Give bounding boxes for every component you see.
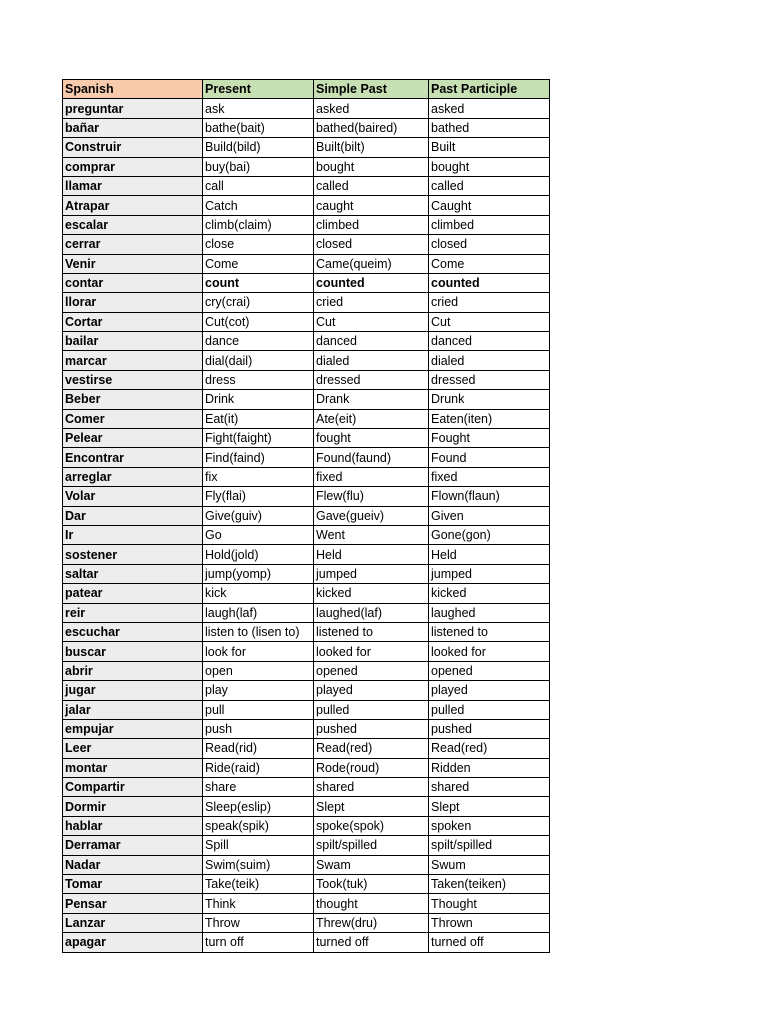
header-present: Present [203, 80, 314, 99]
table-row [63, 603, 550, 622]
verb-table [62, 79, 550, 953]
cell-spanish: vestirse [63, 370, 203, 389]
cell-simple-past: Swam [314, 855, 429, 874]
cell-present: fix [203, 467, 314, 486]
cell-present: Read(rid) [203, 739, 314, 758]
cell-simple-past: bathed(baired) [314, 118, 429, 137]
cell-present: Cut(cot) [203, 312, 314, 331]
table-row [63, 778, 550, 797]
cell-spanish: jugar [63, 681, 203, 700]
cell-present: Ride(raid) [203, 758, 314, 777]
header-simple-past: Simple Past [314, 80, 429, 99]
cell-past-participle: Flown(flaun) [429, 487, 550, 506]
cell-spanish: Dar [63, 506, 203, 525]
cell-spanish: Derramar [63, 836, 203, 855]
cell-spanish: sostener [63, 545, 203, 564]
cell-spanish: apagar [63, 933, 203, 952]
cell-spanish: preguntar [63, 99, 203, 118]
cell-past-participle: cried [429, 293, 550, 312]
cell-simple-past: dressed [314, 370, 429, 389]
table-row [63, 351, 550, 370]
cell-simple-past: listened to [314, 622, 429, 641]
cell-simple-past: Took(tuk) [314, 875, 429, 894]
cell-present: Fly(flai) [203, 487, 314, 506]
cell-spanish: llorar [63, 293, 203, 312]
cell-present: Think [203, 894, 314, 913]
table-row [63, 700, 550, 719]
cell-spanish: reir [63, 603, 203, 622]
table-row [63, 719, 550, 738]
table-row [63, 894, 550, 913]
cell-present: call [203, 176, 314, 195]
cell-past-participle: Fought [429, 429, 550, 448]
table-row [63, 642, 550, 661]
cell-simple-past: danced [314, 332, 429, 351]
cell-present: Fight(faight) [203, 429, 314, 448]
cell-spanish: Comer [63, 409, 203, 428]
cell-past-participle: pushed [429, 719, 550, 738]
cell-simple-past: asked [314, 99, 429, 118]
cell-simple-past: Held [314, 545, 429, 564]
table-row [63, 875, 550, 894]
cell-simple-past: turned off [314, 933, 429, 952]
cell-simple-past: fixed [314, 467, 429, 486]
cell-past-participle: Read(red) [429, 739, 550, 758]
cell-present: listen to (lisen to) [203, 622, 314, 641]
cell-present: Throw [203, 913, 314, 932]
cell-present: share [203, 778, 314, 797]
table-row [63, 836, 550, 855]
cell-simple-past: looked for [314, 642, 429, 661]
header-spanish: Spanish [63, 80, 203, 99]
cell-past-participle: Eaten(iten) [429, 409, 550, 428]
table-row [63, 118, 550, 137]
cell-simple-past: called [314, 176, 429, 195]
cell-simple-past: Threw(dru) [314, 913, 429, 932]
cell-present: Swim(suim) [203, 855, 314, 874]
cell-simple-past: Found(faund) [314, 448, 429, 467]
cell-present: Hold(jold) [203, 545, 314, 564]
cell-past-participle: played [429, 681, 550, 700]
cell-past-participle: Gone(gon) [429, 525, 550, 544]
cell-spanish: jalar [63, 700, 203, 719]
cell-past-participle: laughed [429, 603, 550, 622]
cell-simple-past: Gave(gueiv) [314, 506, 429, 525]
cell-past-participle: bought [429, 157, 550, 176]
cell-past-participle: opened [429, 661, 550, 680]
cell-spanish: patear [63, 584, 203, 603]
table-row [63, 467, 550, 486]
cell-present: laugh(laf) [203, 603, 314, 622]
table-row [63, 448, 550, 467]
cell-spanish: Atrapar [63, 196, 203, 215]
cell-spanish: saltar [63, 564, 203, 583]
cell-present: Sleep(eslip) [203, 797, 314, 816]
cell-present: buy(bai) [203, 157, 314, 176]
cell-spanish: Volar [63, 487, 203, 506]
cell-spanish: cerrar [63, 235, 203, 254]
cell-present: Build(bild) [203, 138, 314, 157]
cell-past-participle: Swum [429, 855, 550, 874]
cell-simple-past: pulled [314, 700, 429, 719]
cell-simple-past: Flew(flu) [314, 487, 429, 506]
cell-simple-past: shared [314, 778, 429, 797]
cell-simple-past: Rode(roud) [314, 758, 429, 777]
cell-past-participle: Thrown [429, 913, 550, 932]
cell-past-participle: jumped [429, 564, 550, 583]
table-row [63, 758, 550, 777]
cell-past-participle: Drunk [429, 390, 550, 409]
cell-present: dial(dail) [203, 351, 314, 370]
cell-spanish: Pensar [63, 894, 203, 913]
cell-simple-past: cried [314, 293, 429, 312]
table-row [63, 138, 550, 157]
table-row [63, 273, 550, 292]
table-row [63, 506, 550, 525]
cell-simple-past: bought [314, 157, 429, 176]
cell-spanish: bailar [63, 332, 203, 351]
cell-present: Take(teik) [203, 875, 314, 894]
cell-past-participle: Found [429, 448, 550, 467]
cell-present: look for [203, 642, 314, 661]
cell-spanish: Encontrar [63, 448, 203, 467]
cell-spanish: escalar [63, 215, 203, 234]
cell-spanish: llamar [63, 176, 203, 195]
cell-past-participle: listened to [429, 622, 550, 641]
cell-simple-past: climbed [314, 215, 429, 234]
table-row [63, 816, 550, 835]
cell-spanish: Dormir [63, 797, 203, 816]
cell-past-participle: looked for [429, 642, 550, 661]
cell-simple-past: counted [314, 273, 429, 292]
cell-spanish: Construir [63, 138, 203, 157]
cell-simple-past: caught [314, 196, 429, 215]
table-row [63, 390, 550, 409]
cell-past-participle: Come [429, 254, 550, 273]
cell-spanish: Lanzar [63, 913, 203, 932]
cell-past-participle: turned off [429, 933, 550, 952]
cell-past-participle: Given [429, 506, 550, 525]
cell-spanish: buscar [63, 642, 203, 661]
table-row [63, 215, 550, 234]
table-row [63, 99, 550, 118]
table-row [63, 913, 550, 932]
table-row [63, 564, 550, 583]
cell-simple-past: spoke(spok) [314, 816, 429, 835]
cell-simple-past: thought [314, 894, 429, 913]
cell-present: dress [203, 370, 314, 389]
cell-present: push [203, 719, 314, 738]
cell-simple-past: fought [314, 429, 429, 448]
cell-past-participle: Built [429, 138, 550, 157]
cell-present: count [203, 273, 314, 292]
cell-present: bathe(bait) [203, 118, 314, 137]
table-row [63, 235, 550, 254]
cell-past-participle: called [429, 176, 550, 195]
cell-simple-past: pushed [314, 719, 429, 738]
cell-spanish: Cortar [63, 312, 203, 331]
table-row [63, 293, 550, 312]
cell-present: Eat(it) [203, 409, 314, 428]
cell-past-participle: Thought [429, 894, 550, 913]
cell-simple-past: Built(bilt) [314, 138, 429, 157]
cell-present: play [203, 681, 314, 700]
table-row [63, 409, 550, 428]
header-past-participle: Past Participle [429, 80, 550, 99]
cell-simple-past: Ate(eit) [314, 409, 429, 428]
cell-simple-past: laughed(laf) [314, 603, 429, 622]
table-row [63, 332, 550, 351]
table-row [63, 855, 550, 874]
cell-past-participle: spilt/spilled [429, 836, 550, 855]
cell-spanish: empujar [63, 719, 203, 738]
cell-past-participle: Taken(teiken) [429, 875, 550, 894]
cell-past-participle: bathed [429, 118, 550, 137]
cell-spanish: Pelear [63, 429, 203, 448]
table-row [63, 196, 550, 215]
cell-present: open [203, 661, 314, 680]
cell-simple-past: Came(queim) [314, 254, 429, 273]
cell-present: Find(faind) [203, 448, 314, 467]
cell-spanish: contar [63, 273, 203, 292]
cell-past-participle: kicked [429, 584, 550, 603]
cell-past-participle: asked [429, 99, 550, 118]
table-row [63, 681, 550, 700]
cell-past-participle: spoken [429, 816, 550, 835]
cell-spanish: Nadar [63, 855, 203, 874]
table-row [63, 739, 550, 758]
cell-past-participle: shared [429, 778, 550, 797]
cell-past-participle: Caught [429, 196, 550, 215]
cell-simple-past: opened [314, 661, 429, 680]
cell-present: pull [203, 700, 314, 719]
cell-simple-past: jumped [314, 564, 429, 583]
cell-present: ask [203, 99, 314, 118]
table-row [63, 584, 550, 603]
cell-past-participle: counted [429, 273, 550, 292]
verb-table-container [62, 79, 550, 953]
cell-spanish: bañar [63, 118, 203, 137]
cell-present: Catch [203, 196, 314, 215]
cell-spanish: arreglar [63, 467, 203, 486]
cell-present: Spill [203, 836, 314, 855]
cell-present: speak(spik) [203, 816, 314, 835]
cell-past-participle: Cut [429, 312, 550, 331]
table-row [63, 622, 550, 641]
table-row [63, 487, 550, 506]
table-row [63, 525, 550, 544]
cell-spanish: Tomar [63, 875, 203, 894]
cell-simple-past: closed [314, 235, 429, 254]
cell-past-participle: Slept [429, 797, 550, 816]
table-row [63, 661, 550, 680]
cell-present: Come [203, 254, 314, 273]
cell-present: dance [203, 332, 314, 351]
cell-present: turn off [203, 933, 314, 952]
cell-past-participle: Ridden [429, 758, 550, 777]
cell-simple-past: Went [314, 525, 429, 544]
cell-past-participle: dialed [429, 351, 550, 370]
cell-present: Go [203, 525, 314, 544]
table-row [63, 370, 550, 389]
cell-spanish: montar [63, 758, 203, 777]
cell-present: cry(crai) [203, 293, 314, 312]
cell-spanish: Leer [63, 739, 203, 758]
cell-simple-past: dialed [314, 351, 429, 370]
cell-present: Drink [203, 390, 314, 409]
cell-present: close [203, 235, 314, 254]
cell-simple-past: Slept [314, 797, 429, 816]
cell-spanish: Ir [63, 525, 203, 544]
cell-spanish: Beber [63, 390, 203, 409]
cell-simple-past: played [314, 681, 429, 700]
cell-simple-past: Cut [314, 312, 429, 331]
table-row [63, 254, 550, 273]
cell-present: kick [203, 584, 314, 603]
cell-present: climb(claim) [203, 215, 314, 234]
cell-spanish: abrir [63, 661, 203, 680]
cell-spanish: marcar [63, 351, 203, 370]
cell-present: Give(guiv) [203, 506, 314, 525]
cell-spanish: Venir [63, 254, 203, 273]
cell-simple-past: spilt/spilled [314, 836, 429, 855]
cell-past-participle: climbed [429, 215, 550, 234]
cell-spanish: escuchar [63, 622, 203, 641]
table-row [63, 933, 550, 952]
cell-spanish: comprar [63, 157, 203, 176]
cell-spanish: hablar [63, 816, 203, 835]
cell-simple-past: Read(red) [314, 739, 429, 758]
cell-past-participle: closed [429, 235, 550, 254]
table-row [63, 312, 550, 331]
cell-past-participle: danced [429, 332, 550, 351]
table-body [63, 99, 550, 952]
cell-present: jump(yomp) [203, 564, 314, 583]
header-row [63, 80, 550, 99]
cell-past-participle: pulled [429, 700, 550, 719]
table-row [63, 429, 550, 448]
cell-simple-past: Drank [314, 390, 429, 409]
cell-past-participle: dressed [429, 370, 550, 389]
cell-spanish: Compartir [63, 778, 203, 797]
cell-past-participle: Held [429, 545, 550, 564]
cell-simple-past: kicked [314, 584, 429, 603]
table-row [63, 797, 550, 816]
table-row [63, 157, 550, 176]
table-row [63, 176, 550, 195]
table-row [63, 545, 550, 564]
cell-past-participle: fixed [429, 467, 550, 486]
